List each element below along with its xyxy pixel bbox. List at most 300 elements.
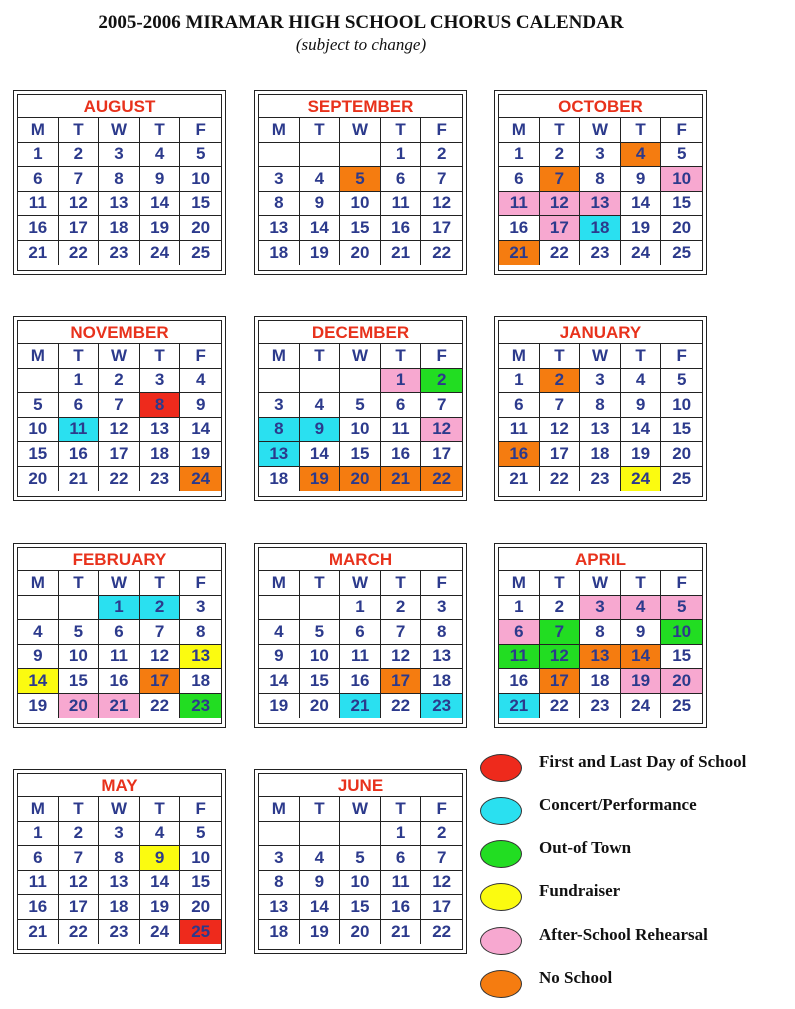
day-cell: 5 xyxy=(300,620,341,645)
day-cell: 13 xyxy=(99,871,140,896)
weekday-header: F xyxy=(180,797,221,822)
month-name: JUNE xyxy=(259,774,462,797)
day-cell: 22 xyxy=(59,241,100,266)
day-cell: 12 xyxy=(540,645,581,670)
day-cell: 17 xyxy=(540,669,581,694)
month-day-grid xyxy=(18,344,221,491)
day-cell: 18 xyxy=(99,216,140,241)
day-cell: 13 xyxy=(99,192,140,217)
day-cell: 10 xyxy=(661,393,702,418)
weekday-header: T xyxy=(59,571,100,596)
weekday-header: W xyxy=(99,118,140,143)
day-cell: 20 xyxy=(661,216,702,241)
day-cell: 16 xyxy=(499,669,540,694)
day-cell: 20 xyxy=(661,669,702,694)
day-cell: 20 xyxy=(18,467,59,492)
empty-day-cell xyxy=(18,369,59,394)
day-cell: 18 xyxy=(259,920,300,945)
empty-day-cell xyxy=(59,596,100,621)
day-cell: 19 xyxy=(300,467,341,492)
weekday-header: F xyxy=(421,344,462,369)
day-cell: 7 xyxy=(421,393,462,418)
legend-item-no-school xyxy=(478,966,795,996)
day-cell: 4 xyxy=(18,620,59,645)
day-cell: 18 xyxy=(580,669,621,694)
weekday-header: M xyxy=(259,571,300,596)
day-cell: 16 xyxy=(18,216,59,241)
weekday-header: W xyxy=(340,118,381,143)
day-cell: 12 xyxy=(421,871,462,896)
day-cell: 15 xyxy=(340,895,381,920)
day-cell: 10 xyxy=(59,645,100,670)
day-cell: 6 xyxy=(18,167,59,192)
day-cell: 2 xyxy=(421,822,462,847)
day-cell: 20 xyxy=(340,920,381,945)
month-frame xyxy=(498,547,703,724)
day-cell: 14 xyxy=(18,669,59,694)
day-cell: 23 xyxy=(180,694,221,719)
day-cell: 11 xyxy=(499,418,540,443)
weekday-header: T xyxy=(540,571,581,596)
empty-day-cell xyxy=(18,596,59,621)
day-cell: 12 xyxy=(421,418,462,443)
day-cell: 25 xyxy=(672,468,692,488)
day-cell: 17 xyxy=(59,216,100,241)
day-cell: 13 xyxy=(421,645,462,670)
day-cell: 15 xyxy=(340,216,381,241)
month-day-grid xyxy=(259,797,462,944)
weekday-header: T xyxy=(381,344,422,369)
day-cell: 17 xyxy=(421,216,462,241)
day-cell: 9 xyxy=(140,167,181,192)
day-cell: 21 xyxy=(99,694,140,719)
legend-label: Concert/Performance xyxy=(539,795,697,814)
day-cell: 9 xyxy=(621,167,662,192)
legend-swatch-red xyxy=(480,754,522,782)
month-name: AUGUST xyxy=(18,95,221,118)
weekday-header: T xyxy=(621,571,662,596)
day-cell: 2 xyxy=(540,143,581,168)
weekday-header: W xyxy=(580,344,621,369)
legend-item-rehearsal xyxy=(478,923,795,953)
weekday-header: W xyxy=(99,797,140,822)
day-cell: 2 xyxy=(140,596,181,621)
month-name: OCTOBER xyxy=(499,95,702,118)
day-cell: 21 xyxy=(381,241,422,266)
day-cell: 21 xyxy=(381,920,422,945)
day-cell: 19 xyxy=(140,895,181,920)
day-cell: 6 xyxy=(499,620,540,645)
day-cell: 19 xyxy=(18,694,59,719)
weekday-header: T xyxy=(140,344,181,369)
month-frame xyxy=(258,320,463,497)
day-cell: 1 xyxy=(18,822,59,847)
weekday-header: M xyxy=(18,118,59,143)
month-day-grid xyxy=(259,571,462,718)
month-april xyxy=(494,543,707,728)
weekday-header: T xyxy=(300,344,341,369)
month-january xyxy=(494,316,707,501)
day-cell: 6 xyxy=(499,167,540,192)
weekday-header: T xyxy=(540,118,581,143)
day-cell: 11 xyxy=(59,418,100,443)
month-frame xyxy=(17,773,222,950)
month-name: SEPTEMBER xyxy=(259,95,462,118)
day-cell: 11 xyxy=(381,871,422,896)
day-cell: 4 xyxy=(259,620,300,645)
day-cell: 16 xyxy=(499,442,540,467)
day-cell: 4 xyxy=(180,369,221,394)
day-cell: 16 xyxy=(99,669,140,694)
day-cell: 25 xyxy=(672,242,692,262)
day-cell: 8 xyxy=(99,846,140,871)
month-september xyxy=(254,90,467,275)
day-cell: 18 xyxy=(140,442,181,467)
day-cell: 18 xyxy=(421,669,462,694)
day-cell: 3 xyxy=(259,393,300,418)
day-cell: 20 xyxy=(180,216,221,241)
legend-label: After-School Rehearsal xyxy=(539,925,708,944)
day-cell: 8 xyxy=(180,620,221,645)
legend-swatch-green xyxy=(480,840,522,868)
day-cell: 10 xyxy=(661,620,702,645)
day-cell: 22 xyxy=(432,242,452,262)
day-cell: 20 xyxy=(340,467,381,492)
day-cell: 21 xyxy=(18,920,59,945)
day-cell: 22 xyxy=(540,694,581,719)
day-cell: 20 xyxy=(661,442,702,467)
day-cell: 13 xyxy=(580,645,621,670)
day-cell: 11 xyxy=(99,645,140,670)
day-cell: 20 xyxy=(180,895,221,920)
day-cell: 9 xyxy=(621,620,662,645)
day-cell: 6 xyxy=(381,167,422,192)
day-cell: 24 xyxy=(140,920,181,945)
day-cell: 14 xyxy=(621,645,662,670)
day-cell: 13 xyxy=(259,216,300,241)
day-cell: 23 xyxy=(421,694,462,719)
day-cell: 7 xyxy=(421,167,462,192)
day-cell: 11 xyxy=(340,645,381,670)
day-cell: 17 xyxy=(140,669,181,694)
day-cell: 11 xyxy=(499,645,540,670)
day-cell: 9 xyxy=(18,645,59,670)
month-august xyxy=(13,90,226,275)
day-cell: 11 xyxy=(499,192,540,217)
day-cell: 23 xyxy=(140,467,181,492)
month-day-grid xyxy=(259,344,462,491)
day-cell: 20 xyxy=(340,241,381,266)
day-cell: 14 xyxy=(140,192,181,217)
month-day-grid xyxy=(18,797,221,944)
day-cell: 17 xyxy=(540,442,581,467)
day-cell: 24 xyxy=(140,241,181,266)
day-cell: 24 xyxy=(180,467,221,492)
day-cell: 18 xyxy=(259,241,300,266)
day-cell: 14 xyxy=(300,442,341,467)
legend-swatch-cyan xyxy=(480,797,522,825)
day-cell: 7 xyxy=(421,846,462,871)
day-cell: 10 xyxy=(340,871,381,896)
month-day-grid xyxy=(259,118,462,265)
day-cell: 10 xyxy=(300,645,341,670)
weekday-header: T xyxy=(300,797,341,822)
day-cell: 13 xyxy=(580,192,621,217)
weekday-header: M xyxy=(259,797,300,822)
day-cell: 14 xyxy=(621,192,662,217)
weekday-header: M xyxy=(499,344,540,369)
day-cell: 12 xyxy=(140,645,181,670)
day-cell: 25 xyxy=(672,695,692,715)
month-name: MAY xyxy=(18,774,221,797)
day-cell: 17 xyxy=(540,216,581,241)
day-cell: 19 xyxy=(140,216,181,241)
day-cell: 6 xyxy=(499,393,540,418)
empty-day-cell xyxy=(300,596,341,621)
weekday-header: M xyxy=(259,344,300,369)
day-cell: 22 xyxy=(59,920,100,945)
day-cell: 12 xyxy=(540,418,581,443)
day-cell: 2 xyxy=(540,369,581,394)
day-cell: 8 xyxy=(580,393,621,418)
month-name: APRIL xyxy=(499,548,702,571)
day-cell: 22 xyxy=(432,921,452,941)
day-cell: 15 xyxy=(661,418,702,443)
day-cell: 7 xyxy=(381,620,422,645)
day-cell: 5 xyxy=(340,393,381,418)
month-frame xyxy=(258,773,463,950)
day-cell: 17 xyxy=(421,442,462,467)
day-cell: 4 xyxy=(140,143,181,168)
day-cell: 7 xyxy=(99,393,140,418)
day-cell: 5 xyxy=(59,620,100,645)
day-cell: 8 xyxy=(580,620,621,645)
day-cell: 6 xyxy=(381,846,422,871)
legend-swatch-orange xyxy=(480,970,522,998)
day-cell: 21 xyxy=(499,467,540,492)
legend-item-out-of-town xyxy=(478,836,795,866)
day-cell: 23 xyxy=(580,694,621,719)
day-cell: 4 xyxy=(300,846,341,871)
day-cell: 13 xyxy=(259,442,300,467)
weekday-header: F xyxy=(661,118,702,143)
day-cell: 8 xyxy=(140,393,181,418)
day-cell: 5 xyxy=(340,167,381,192)
day-cell: 8 xyxy=(580,167,621,192)
day-cell: 16 xyxy=(381,442,422,467)
day-cell: 3 xyxy=(421,596,462,621)
empty-day-cell xyxy=(259,596,300,621)
day-cell: 6 xyxy=(18,846,59,871)
day-cell: 21 xyxy=(340,694,381,719)
empty-day-cell xyxy=(300,143,341,168)
day-cell: 1 xyxy=(381,369,422,394)
day-cell: 2 xyxy=(421,369,462,394)
day-cell: 5 xyxy=(661,143,702,168)
day-cell: 9 xyxy=(259,645,300,670)
day-cell: 22 xyxy=(540,241,581,266)
day-cell: 25 xyxy=(191,242,211,262)
day-cell: 20 xyxy=(300,694,341,719)
day-cell: 9 xyxy=(300,418,341,443)
day-cell: 22 xyxy=(99,467,140,492)
day-cell: 1 xyxy=(18,143,59,168)
day-cell: 18 xyxy=(580,442,621,467)
empty-day-cell xyxy=(340,369,381,394)
day-cell: 15 xyxy=(59,669,100,694)
day-cell: 21 xyxy=(499,241,540,266)
day-cell: 20 xyxy=(59,694,100,719)
day-cell: 1 xyxy=(499,596,540,621)
page-subtitle: (subject to change) xyxy=(295,35,427,54)
empty-day-cell xyxy=(259,369,300,394)
page-title: 2005-2006 MIRAMAR HIGH SCHOOL CHORUS CALENDAR xyxy=(98,12,624,33)
day-cell: 12 xyxy=(59,871,100,896)
weekday-header: W xyxy=(99,344,140,369)
empty-day-cell xyxy=(340,822,381,847)
day-cell: 7 xyxy=(59,846,100,871)
weekday-header: W xyxy=(99,571,140,596)
day-cell: 23 xyxy=(99,920,140,945)
day-cell: 19 xyxy=(621,442,662,467)
day-cell: 14 xyxy=(300,895,341,920)
weekday-header: M xyxy=(499,118,540,143)
month-name: FEBRUARY xyxy=(18,548,221,571)
day-cell: 7 xyxy=(140,620,181,645)
day-cell: 1 xyxy=(499,143,540,168)
day-cell: 1 xyxy=(99,596,140,621)
legend-label: First and Last Day of School xyxy=(539,752,747,771)
day-cell: 14 xyxy=(180,418,221,443)
day-cell: 17 xyxy=(421,895,462,920)
weekday-header: T xyxy=(140,797,181,822)
month-frame xyxy=(498,94,703,271)
empty-day-cell xyxy=(300,822,341,847)
day-cell: 1 xyxy=(381,143,422,168)
day-cell: 23 xyxy=(99,241,140,266)
weekday-header: T xyxy=(300,571,341,596)
month-february xyxy=(13,543,226,728)
legend-swatch-yellow xyxy=(480,883,522,911)
month-day-grid xyxy=(18,118,221,265)
day-cell: 8 xyxy=(259,192,300,217)
day-cell: 3 xyxy=(180,596,221,621)
weekday-header: M xyxy=(18,344,59,369)
day-cell: 7 xyxy=(540,620,581,645)
day-cell: 2 xyxy=(540,596,581,621)
day-cell: 24 xyxy=(621,241,662,266)
day-cell: 15 xyxy=(300,669,341,694)
day-cell: 5 xyxy=(18,393,59,418)
day-cell: 1 xyxy=(499,369,540,394)
month-frame xyxy=(258,547,463,724)
day-cell: 22 xyxy=(540,467,581,492)
day-cell: 13 xyxy=(140,418,181,443)
day-cell: 19 xyxy=(259,694,300,719)
day-cell: 3 xyxy=(580,596,621,621)
day-cell: 3 xyxy=(140,369,181,394)
weekday-header: F xyxy=(661,571,702,596)
day-cell: 9 xyxy=(140,846,181,871)
day-cell: 6 xyxy=(59,393,100,418)
month-december xyxy=(254,316,467,501)
day-cell: 11 xyxy=(381,418,422,443)
month-frame xyxy=(498,320,703,497)
legend-item-concert xyxy=(478,793,795,823)
empty-day-cell xyxy=(259,143,300,168)
weekday-header: F xyxy=(180,118,221,143)
day-cell: 2 xyxy=(99,369,140,394)
day-cell: 10 xyxy=(180,846,221,871)
weekday-header: W xyxy=(580,118,621,143)
day-cell: 4 xyxy=(621,596,662,621)
day-cell: 18 xyxy=(180,669,221,694)
day-cell: 14 xyxy=(140,871,181,896)
day-cell: 15 xyxy=(180,871,221,896)
day-cell: 11 xyxy=(18,192,59,217)
day-cell: 14 xyxy=(300,216,341,241)
weekday-header: T xyxy=(140,118,181,143)
day-cell: 14 xyxy=(259,669,300,694)
day-cell: 18 xyxy=(99,895,140,920)
day-cell: 9 xyxy=(180,393,221,418)
weekday-header: T xyxy=(59,797,100,822)
day-cell: 9 xyxy=(300,192,341,217)
day-cell: 4 xyxy=(300,393,341,418)
day-cell: 8 xyxy=(259,418,300,443)
weekday-header: M xyxy=(18,797,59,822)
day-cell: 12 xyxy=(99,418,140,443)
day-cell: 24 xyxy=(621,694,662,719)
day-cell: 23 xyxy=(580,241,621,266)
weekday-header: T xyxy=(621,344,662,369)
empty-day-cell xyxy=(340,143,381,168)
month-june xyxy=(254,769,467,954)
day-cell: 15 xyxy=(661,645,702,670)
weekday-header: T xyxy=(59,344,100,369)
day-cell: 22 xyxy=(421,467,462,492)
month-name: MARCH xyxy=(259,548,462,571)
day-cell: 12 xyxy=(421,192,462,217)
day-cell: 15 xyxy=(661,192,702,217)
weekday-header: F xyxy=(421,797,462,822)
day-cell: 13 xyxy=(180,645,221,670)
day-cell: 10 xyxy=(180,167,221,192)
day-cell: 4 xyxy=(140,822,181,847)
day-cell: 9 xyxy=(621,393,662,418)
day-cell: 12 xyxy=(59,192,100,217)
month-day-grid xyxy=(499,118,702,265)
month-october xyxy=(494,90,707,275)
day-cell: 15 xyxy=(180,192,221,217)
weekday-header: W xyxy=(340,797,381,822)
day-cell: 5 xyxy=(661,369,702,394)
month-frame xyxy=(258,94,463,271)
month-day-grid xyxy=(18,571,221,718)
weekday-header: M xyxy=(499,571,540,596)
day-cell: 10 xyxy=(18,418,59,443)
day-cell: 7 xyxy=(540,167,581,192)
weekday-header: T xyxy=(140,571,181,596)
day-cell: 23 xyxy=(580,467,621,492)
day-cell: 19 xyxy=(300,241,341,266)
month-day-grid xyxy=(499,344,702,491)
day-cell: 15 xyxy=(340,442,381,467)
day-cell: 12 xyxy=(381,645,422,670)
weekday-header: F xyxy=(180,571,221,596)
day-cell: 14 xyxy=(621,418,662,443)
month-frame xyxy=(17,320,222,497)
